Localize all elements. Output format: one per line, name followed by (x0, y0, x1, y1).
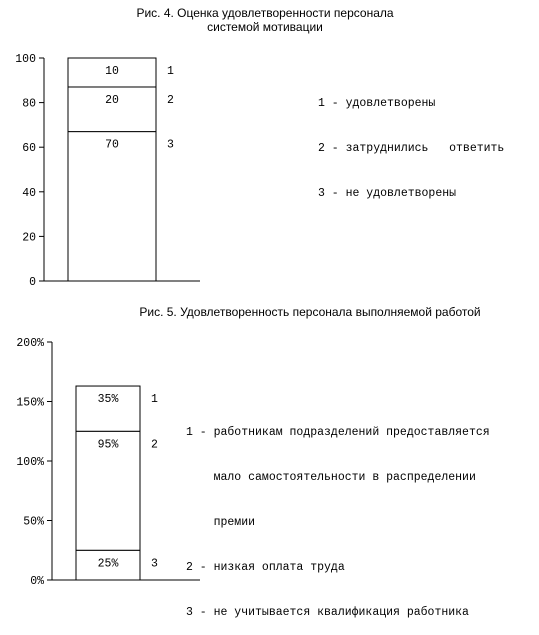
chart2-y-tick-label: 200% (16, 337, 44, 350)
chart2-y-tick-label: 0% (30, 575, 44, 588)
chart2-segment-label: 95% (97, 438, 119, 452)
chart1-y-tick-label: 40 (22, 186, 36, 200)
chart1-y-tick-label: 20 (22, 231, 36, 245)
chart2-segment-marker: 1 (151, 393, 158, 407)
chart2-y-tick-label: 50% (23, 515, 44, 529)
chart1-segment-label: 20 (105, 93, 119, 107)
chart1-segment-label: 70 (105, 138, 119, 152)
chart2-legend-item: 1 - работникам подразделений предоставляется (186, 426, 490, 439)
chart1-legend-item: 1 - удовлетворены (318, 97, 436, 110)
chart1-legend-item: 3 - не удовлетворены (318, 187, 457, 200)
chart2-legend (186, 395, 490, 635)
chart1-title-line: Рис. 4. Оценка удовлетворенности персонала (136, 6, 394, 20)
chart2-segment-label: 35% (97, 393, 119, 407)
chart1-segment-marker: 1 (167, 65, 174, 78)
chart2-legend-item: премии (186, 516, 256, 529)
chart1-segment-label: 10 (105, 65, 119, 78)
chart2-segment-marker: 3 (151, 557, 158, 571)
chart2-legend-item: 3 - не учитывается квалификация работника (186, 606, 469, 619)
chart2-segment-label: 25% (97, 557, 119, 571)
chart2-segment-marker: 2 (151, 438, 158, 452)
chart1-segment-marker: 3 (167, 138, 174, 152)
chart1-y-tick-label: 80 (22, 97, 36, 111)
chart1-legend-item: 2 - затруднились ответить (318, 142, 505, 155)
chart2-title-line: Рис. 5. Удовлетворенность персонала выполняемой работой (139, 305, 481, 319)
chart2-legend-item: мало самостоятельности в распределении (186, 471, 476, 484)
chart1-y-tick-label: 0 (29, 276, 36, 289)
chart2-legend-item: 2 - низкая оплата труда (186, 561, 345, 574)
chart1-y-tick-label: 100 (15, 53, 36, 66)
chart2-y-tick-label: 150% (16, 396, 44, 410)
chart2-y-tick-label: 100% (16, 456, 44, 469)
chart1-y-tick-label: 60 (22, 142, 36, 156)
chart1-segment-marker: 2 (167, 93, 174, 107)
chart1-title-line: системой мотивации (207, 20, 323, 34)
